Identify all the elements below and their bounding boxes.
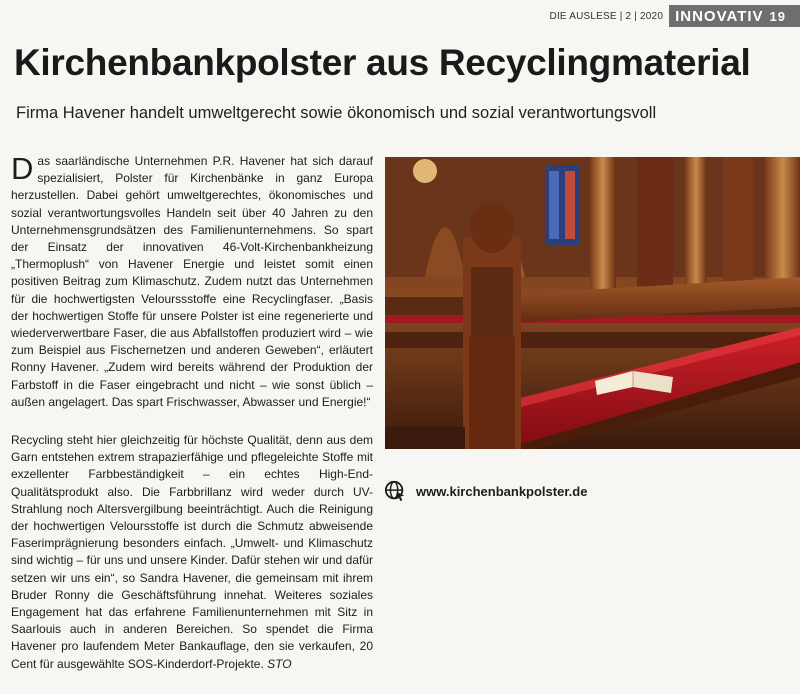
page-header: [550, 5, 800, 27]
article-subtitle: Firma Havener handelt umweltgerecht sowie ökonomisch und sozial verantwortungsvoll: [16, 104, 657, 122]
paragraph-text: Recycling steht hier gleichzeitig für höchste Qualität, denn aus dem Garn entstehen extrem strapazierfähige und pflegeleichte Stoffe mit exzellenter Farbbeständigkeit – ein echtes High-End-Qualitätsprodukt also. Die Farbbrillanz wird weder durch UV-Strahlung noch Altersvergilbung beeinträchtigt. Auch die Reinigung der hochwertigen Veloursstoffe ist durch die Schmutz abweisende Faserimprägnierung besonders einfach. „Umwelt- und Klimaschutz sind wichtig – für uns und unsere Kinder. Dafür stehen wir und dafür setzen wir uns ein“, so Sandra Havener, die gemeinsam mit ihrem Bruder Ronny die Geschäftsführung innehat. Weiteres soziales Engagement hat das erfahrene Familienunternehmen mit Sitz in Saarlouis auch in anderen Bereichen. So spendet die Firma Havener pro laufendem Meter Bankauflage, den sie verkaufen, 20 Cent für ausgewählte SOS-Kinderdorf-Projekte.: [11, 433, 373, 671]
church-pew-photo: [385, 157, 800, 449]
website-link[interactable]: [384, 480, 587, 502]
section-label: INNOVATIV: [675, 7, 764, 25]
website-url[interactable]: www.kirchenbankpolster.de: [416, 483, 588, 499]
paragraph-tail: STO: [267, 656, 292, 671]
section-badge: [669, 5, 800, 27]
paragraph: [11, 432, 373, 673]
article-title: Kirchenbankpolster aus Recyclingmaterial: [14, 42, 751, 83]
page-number: 19: [769, 8, 786, 24]
paragraph: Das saarländische Unternehmen P.R. Havener hat sich darauf spezialisiert, Polster für Kirchenbänke in ganz Europa herzustellen. Dabei gehört umweltgerechtes, ökonomisches und sozial verantwortungsvolles Handeln seit über 40 Jahren zu den Unternehmensgrundsätzen des Familienunternehmens. So spart der Einsatz der innovativen 46-Volt-Kirchenbankheizung „Thermoplush“ von Havener Energie und leistet somit einen positiven Beitrag zum Klimaschutz. Zudem nutzt das Unternehmen für die hochwertigsten Velourssstoffe eine Recyclingfaser. „Basis der hochwertigen Stoffe für unsere Polster ist eine regenerierte und wiederverwertbare Faser, die aus Abfallstoffen produziert wird – wie zum Beispiel aus Fischernetzen und anderen Geweben“, erläutert Ronny Havener. „Zudem wird bereits während der Produktion der Farbstoff in die Faser eingebracht und nicht – wie sonst üblich – außen angelagert. Das spart Frischwasser, Abwasser und Energie!“: [11, 151, 373, 409]
issue-label: DIE AUSLESE | 2 | 2020: [549, 10, 664, 22]
globe-cursor-icon: [384, 480, 406, 502]
article-body: [11, 153, 373, 694]
